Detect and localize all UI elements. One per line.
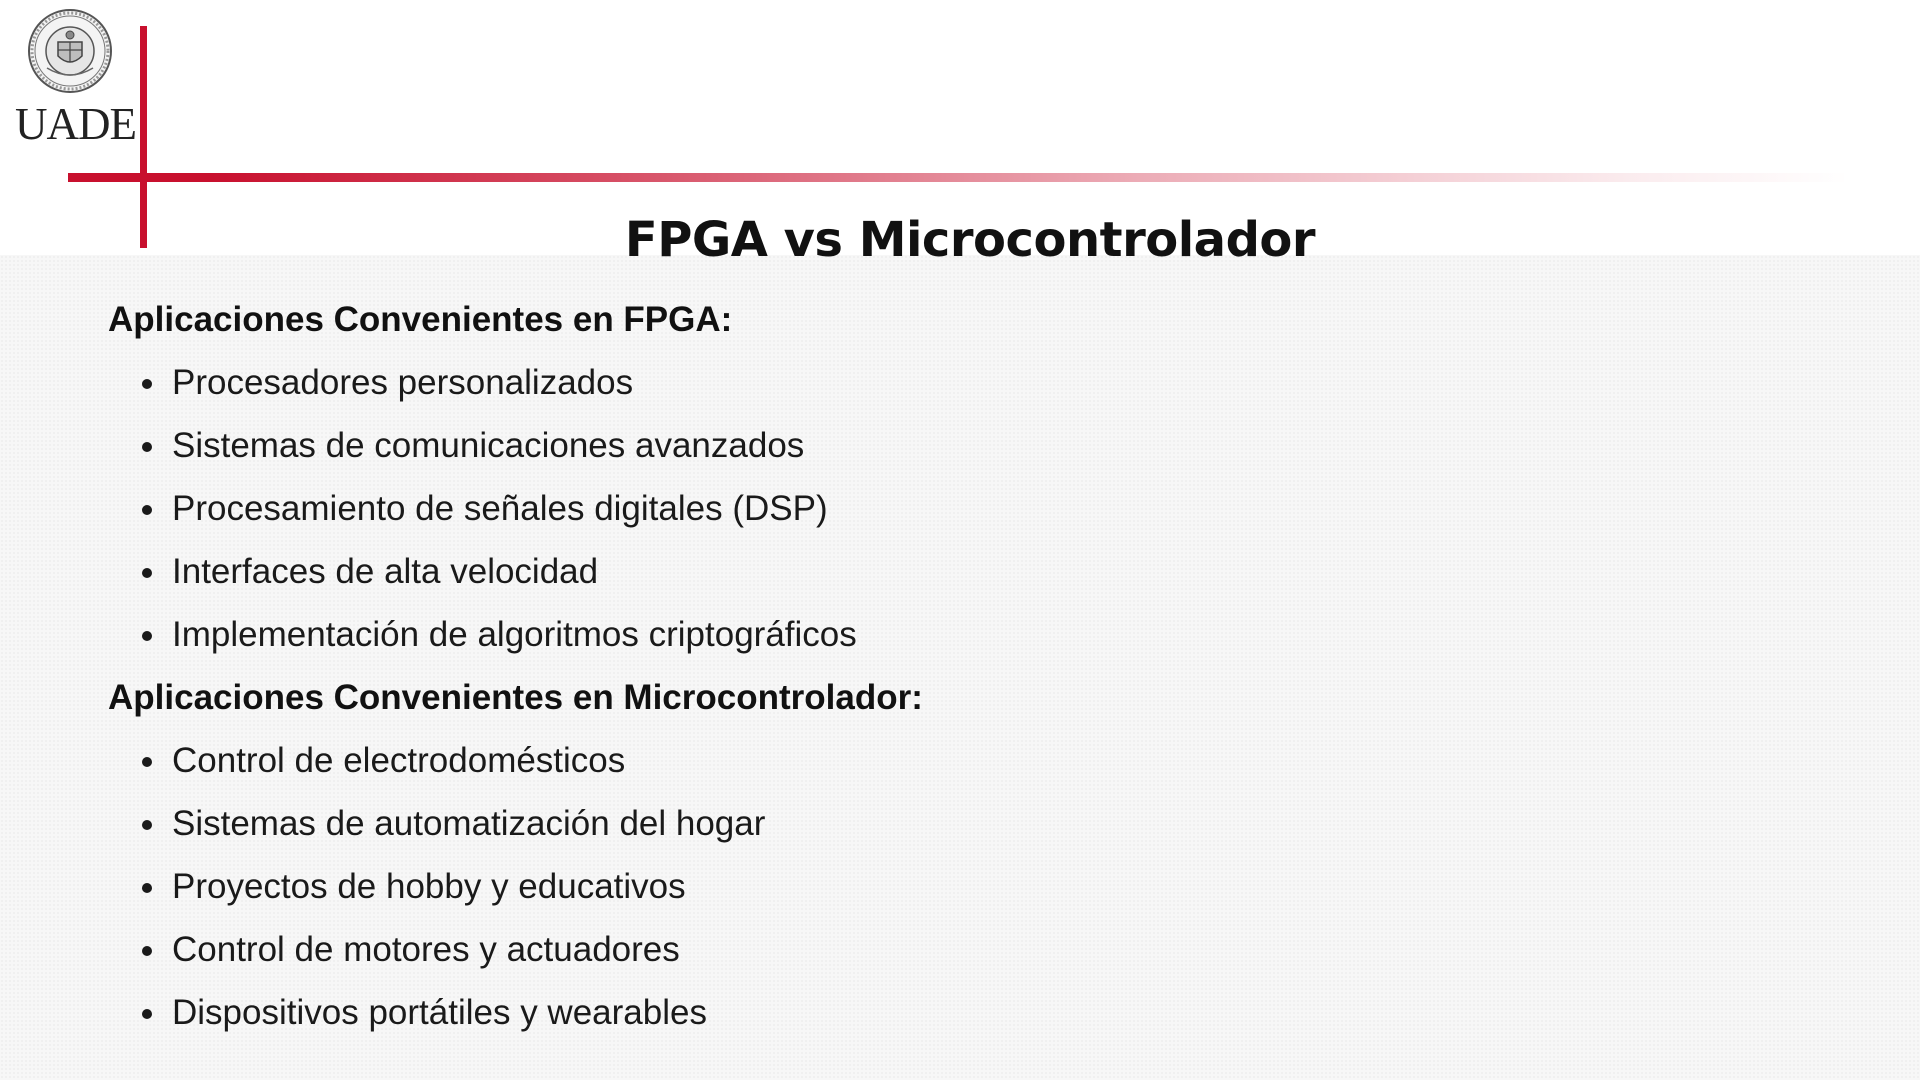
fpga-list	[108, 351, 1808, 666]
list-item-text: Dispositivos portátiles y wearables	[172, 993, 707, 1032]
slide-content	[108, 288, 1808, 1044]
bullet-icon	[142, 757, 152, 767]
uade-logo	[15, 8, 136, 149]
list-item	[108, 729, 1808, 792]
slide-title: FPGA vs Microcontrolador	[624, 212, 1316, 268]
list-item	[108, 603, 1808, 666]
bullet-icon	[142, 442, 152, 452]
university-seal-icon	[27, 8, 113, 94]
microcontrolador-list	[108, 729, 1808, 1044]
list-item-text: Procesadores personalizados	[172, 363, 634, 402]
bullet-icon	[142, 883, 152, 893]
list-item	[108, 918, 1808, 981]
list-item	[108, 855, 1808, 918]
list-item-text: Sistemas de automatización del hogar	[172, 804, 766, 843]
list-item	[108, 351, 1808, 414]
list-item-text: Control de electrodomésticos	[172, 741, 626, 780]
bullet-icon	[142, 568, 152, 578]
list-item-text: Sistemas de comunicaciones avanzados	[172, 426, 805, 465]
bullet-icon	[142, 946, 152, 956]
section-heading-microcontrolador: Aplicaciones Convenientes en Microcontrolador:	[108, 678, 923, 717]
list-item	[108, 540, 1808, 603]
red-horizontal-line	[68, 173, 1850, 182]
list-item-text: Implementación de algoritmos criptográficos	[172, 615, 857, 654]
bullet-icon	[142, 505, 152, 515]
bullet-icon	[142, 820, 152, 830]
list-item	[108, 477, 1808, 540]
bullet-icon	[142, 379, 152, 389]
bullet-icon	[142, 1009, 152, 1019]
logo-text: UADE	[15, 99, 136, 149]
list-item-text: Control de motores y actuadores	[172, 930, 680, 969]
list-item-text: Proyectos de hobby y educativos	[172, 867, 686, 906]
list-item-text: Interfaces de alta velocidad	[172, 552, 599, 591]
list-item	[108, 414, 1808, 477]
bullet-icon	[142, 631, 152, 641]
list-item	[108, 981, 1808, 1044]
list-item	[108, 792, 1808, 855]
section-heading-fpga: Aplicaciones Convenientes en FPGA:	[108, 300, 733, 339]
list-item-text: Procesamiento de señales digitales (DSP)	[172, 489, 828, 528]
